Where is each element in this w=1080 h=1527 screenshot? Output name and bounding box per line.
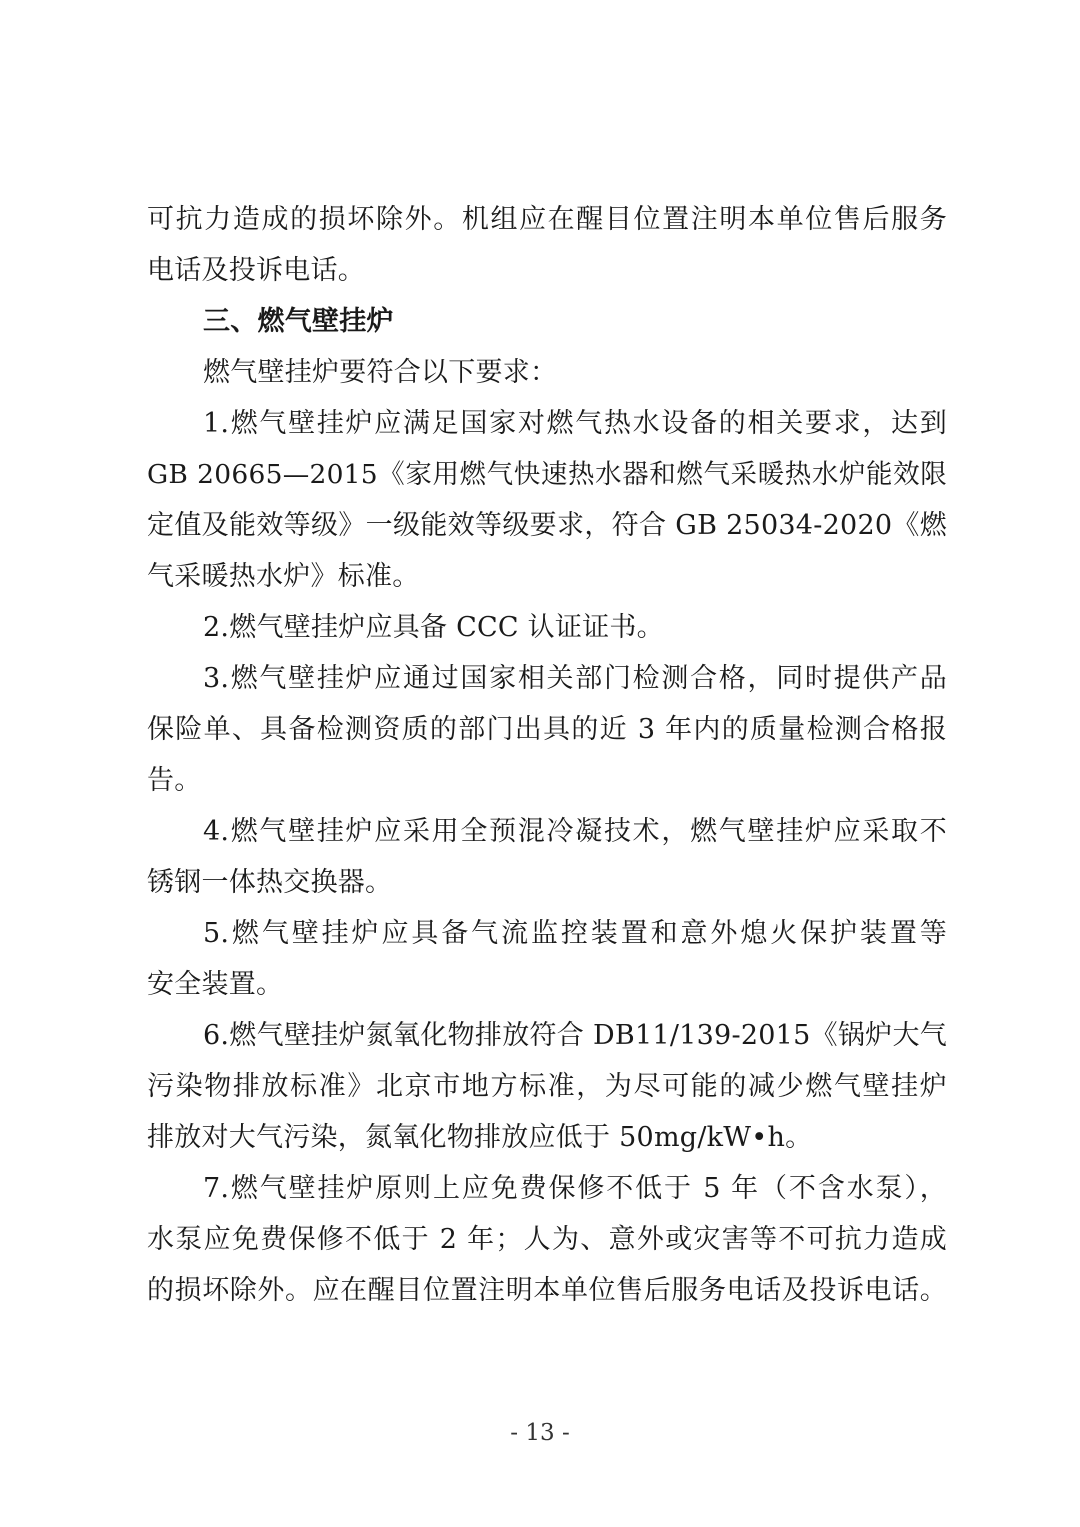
section-heading: 三、燃气壁挂炉 [203,306,394,337]
list-item-1-line: 定值及能效等级》一级能效等级要求，符合 GB 25034-2020《燃 [147,510,947,541]
page-number: - 13 - [510,1420,570,1446]
body-line: 电话及投诉电话。 [147,255,365,286]
list-item-1-line: 气采暖热水炉》标准。 [147,561,420,592]
list-item-7-line: 7.燃气壁挂炉原则上应免费保修不低于 5 年（不含水泵）， [203,1173,947,1204]
list-item-7-line: 水泵应免费保修不低于 2 年；人为、意外或灾害等不可抗力造成 [147,1224,947,1255]
list-item-3-line: 3.燃气壁挂炉应通过国家相关部门检测合格，同时提供产品 [203,663,947,694]
list-item-5-line: 安全装置。 [147,969,284,1000]
list-item-1-line: 1.燃气壁挂炉应满足国家对燃气热水设备的相关要求，达到 [203,408,947,439]
list-item-6-line: 排放对大气污染，氮氧化物排放应低于 50mg/kW•h。 [147,1122,813,1153]
list-item-3-line: 告。 [147,765,202,796]
list-item-7-line: 的损坏除外。应在醒目位置注明本单位售后服务电话及投诉电话。 [147,1275,947,1306]
list-item-5-line: 5.燃气壁挂炉应具备气流监控装置和意外熄火保护装置等 [203,918,947,949]
list-item-3-line: 保险单、具备检测资质的部门出具的近 3 年内的质量检测合格报 [147,714,947,745]
list-item-2-line: 2.燃气壁挂炉应具备 CCC 认证证书。 [203,612,664,643]
list-item-4-line: 锈钢一体热交换器。 [147,867,393,898]
list-item-6-line: 6.燃气壁挂炉氮氧化物排放符合 DB11/139-2015《锅炉大气 [203,1020,947,1051]
list-item-1-line: GB 20665—2015《家用燃气快速热水器和燃气采暖热水炉能效限 [147,459,947,490]
document-body [147,194,947,1316]
list-item-4-line: 4.燃气壁挂炉应采用全预混冷凝技术，燃气壁挂炉应采取不 [203,816,947,847]
list-item-6-line: 污染物排放标准》北京市地方标准，为尽可能的减少燃气壁挂炉 [147,1071,947,1102]
body-line: 可抗力造成的损坏除外。机组应在醒目位置注明本单位售后服务 [147,204,947,235]
body-line: 燃气壁挂炉要符合以下要求： [203,357,558,388]
